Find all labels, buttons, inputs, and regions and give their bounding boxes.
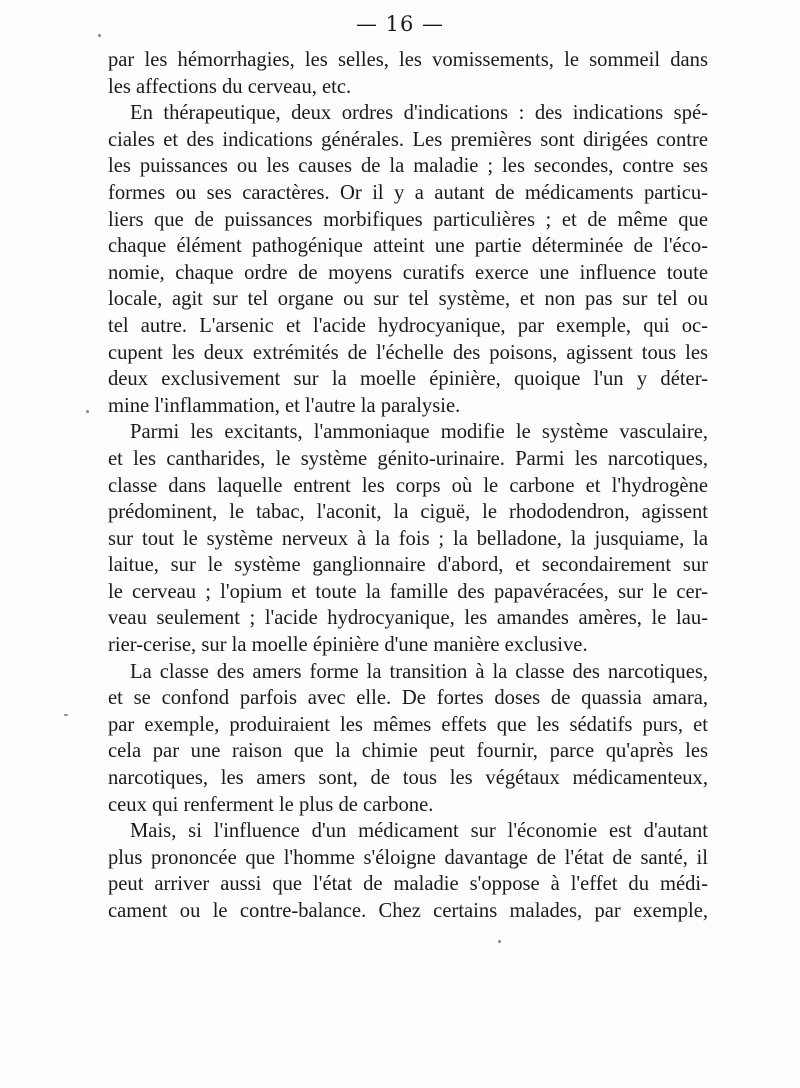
text-line: rier-cerise, sur la moelle épinière d'une manière exclusive. (108, 634, 588, 657)
text-line: cela par une raison que la chimie peut fournir, parce qu'après les (108, 740, 708, 763)
paragraph (108, 47, 708, 100)
text-line: Parmi les excitants, l'ammoniaque modifie le système vasculaire, (130, 421, 708, 444)
text-line: cament ou le contre-balance. Chez certains malades, par exemple, (108, 900, 708, 922)
text-line: liers que de puissances morbifiques particulières ; et de même que (108, 208, 708, 231)
text-line: prédominent, le tabac, l'aconit, la ciguë, le rhododendron, agissent (108, 501, 708, 524)
text-line: narcotiques, les amers sont, de tous les végétaux médicamenteux, (108, 767, 708, 790)
text-line: ciales et des indications générales. Les premières sont dirigées contre (108, 128, 708, 151)
paragraph (108, 100, 708, 419)
page-number: — 16 — (355, 12, 445, 36)
text-line: locale, agit sur tel organe ou sur tel système, et non pas sur tel ou (108, 288, 708, 311)
text-line: La classe des amers forme la transition à la classe des narcotiques, (130, 660, 708, 683)
text-line: par les hémorrhagies, les selles, les vomissements, le sommeil dans (108, 49, 708, 71)
text-line: laitue, sur le système ganglionnaire d'abord, et secondairement sur (108, 554, 708, 577)
text-line: plus prononcée que l'homme s'éloigne davantage de l'état de santé, il (108, 846, 708, 869)
paragraph (108, 818, 708, 924)
print-speck (64, 714, 68, 716)
text-line: classe dans laquelle entrent les corps où le carbone et l'hydrogène (108, 474, 708, 497)
text-line: mine l'inflammation, et l'autre la paralysie. (108, 394, 461, 417)
text-line: veau seulement ; l'acide hydrocyanique, les amandes amères, le lau- (108, 607, 708, 630)
paragraph (108, 419, 708, 658)
paragraph (108, 659, 708, 819)
text-line: et se confond parfois avec elle. De fortes doses de quassia amara, (108, 687, 708, 710)
text-line: tel autre. L'arsenic et l'acide hydrocyanique, par exemple, qui oc- (108, 314, 708, 337)
text-line: formes ou ses caractères. Or il y a autant de médicaments particu- (108, 181, 708, 204)
text-line: Mais, si l'influence d'un médicament sur l'économie est d'autant (130, 820, 708, 843)
text-line: le cerveau ; l'opium et toute la famille des papavéracées, sur le cer- (108, 580, 708, 603)
text-line: sur tout le système nerveux à la fois ; la belladone, la jusquiame, la (108, 527, 708, 550)
text-line: nomie, chaque ordre de moyens curatifs exerce une influence toute (108, 261, 708, 284)
text-line: cupent les deux extrémités de l'échelle des poisons, agissent tous les (108, 341, 708, 364)
text-line: les puissances ou les causes de la maladie ; les secondes, contre ses (108, 155, 708, 178)
text-line: ceux qui renferment le plus de carbone. (108, 793, 434, 816)
print-speck (98, 34, 101, 37)
text-line: chaque élément pathogénique atteint une partie déterminée de l'éco- (108, 235, 708, 258)
print-speck (498, 940, 501, 943)
text-line: En thérapeutique, deux ordres d'indications : des indications spé- (130, 102, 708, 125)
text-line: deux exclusivement sur la moelle épinière, quoique l'un y déter- (108, 368, 708, 391)
page-body (108, 47, 708, 925)
text-line: par exemple, produiraient les mêmes effets que les sédatifs purs, et (108, 713, 708, 736)
text-line: et les cantharides, le système génito-urinaire. Parmi les narcotiques, (108, 447, 708, 470)
text-line: les affections du cerveau, etc. (108, 75, 352, 98)
print-speck (86, 410, 89, 413)
text-line: peut arriver aussi que l'état de maladie s'oppose à l'effet du médi- (108, 873, 708, 896)
